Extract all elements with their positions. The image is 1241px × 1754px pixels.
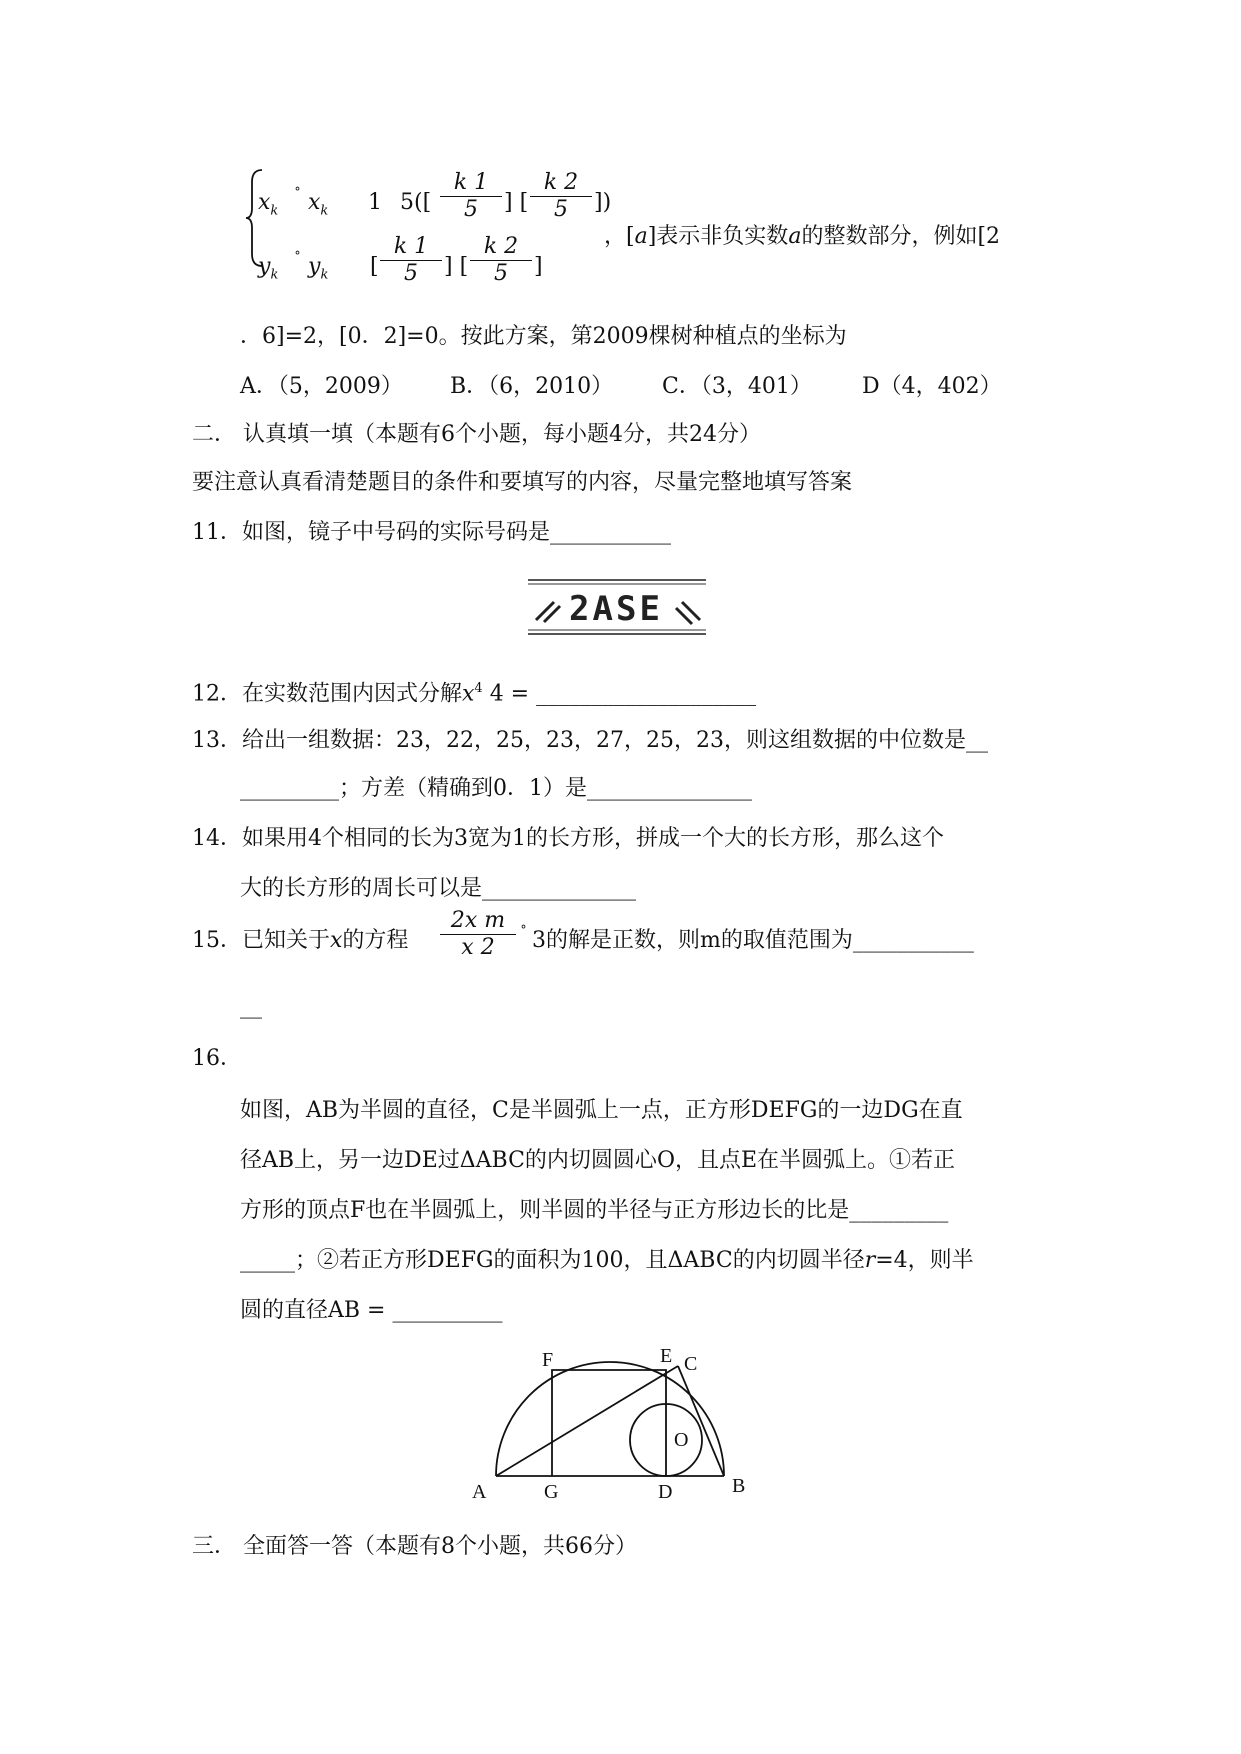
label-C: C — [684, 1353, 698, 1375]
row2-frac1: $\frac{k 1}{5}$ — [380, 234, 442, 287]
geometry-figure — [470, 1340, 770, 1500]
row1-frac1: $\frac{k 1}{5}$ — [440, 170, 502, 223]
q15-fraction: $\frac{\text{2x m}}{x 2}$ — [440, 908, 516, 961]
label-D: D — [658, 1481, 673, 1500]
q16-number: 16． — [192, 1046, 242, 1071]
q12-text: 12．在实数范围内因式分解$x^4$ 4 = ____________________ — [192, 681, 757, 707]
q15-ring-glyph: ˚ — [520, 925, 527, 941]
label-E: E — [660, 1345, 673, 1367]
section2-title: 二． 认真填一填（本题有6个小题，每小题4分，共24分） — [192, 422, 761, 447]
option-a: A．（5，2009） — [240, 374, 403, 399]
q15-suffix: 3的解是正数，则m的取值范围为___________ — [532, 928, 974, 953]
label-F: F — [542, 1349, 554, 1371]
q13-line1: 13．给出一组数据：23，22，25，23，27，25，23，则这组数据的中位数是__ — [192, 728, 988, 753]
label-O: O — [674, 1429, 689, 1451]
q13-line2: _________；方差（精确到0．1）是_______________ — [240, 776, 752, 801]
row1-frac2: $\frac{k 2}{5}$ — [530, 170, 592, 223]
label-A: A — [472, 1481, 487, 1500]
row1-var: $x_k$ — [258, 190, 279, 219]
row1-glyph: 1 — [368, 190, 382, 215]
q14-line2: 大的长方形的周长可以是______________ — [240, 876, 637, 901]
q16-line5: 圆的直径AB = __________ — [240, 1298, 503, 1323]
q16-line3: 方形的顶点F也在半圆弧上，则半圆的半径与正方形边长的比是_________ — [240, 1198, 949, 1223]
option-c: C．（3，401） — [662, 374, 812, 399]
row2-var: $y_k$ — [258, 254, 279, 283]
row2-ring-glyph: ˚ — [294, 251, 301, 267]
row2-end: ] — [534, 254, 543, 279]
row2-sep: ] [ — [444, 254, 469, 279]
mirror-image — [524, 576, 710, 638]
q16-line4: _____；②若正方形DEFG的面积为100，且ΔABC的内切圆半径r=4，则半 — [240, 1248, 974, 1273]
q16-line1: 如图，AB为半圆的直径，C是半圆弧上一点，正方形DEFG的一边DG在直 — [240, 1098, 963, 1123]
q11-text: 11．如图，镜子中号码的实际号码是___________ — [192, 520, 671, 545]
label-G: G — [544, 1481, 559, 1500]
row1-end: ]) — [594, 190, 612, 215]
row1-ring-glyph: ˚ — [294, 187, 301, 203]
row1-coef: 5([ — [400, 190, 432, 215]
row1-sep: ] [ — [504, 190, 529, 215]
q16-line2: 径AB上，另一边DE过ΔABC的内切圆圆心O，且点E在半圆弧上。①若正 — [240, 1148, 956, 1173]
section2-note: 要注意认真看清楚题目的条件和要填写的内容，尽量完整地填写答案 — [192, 470, 853, 495]
option-b: B．（6，2010） — [450, 374, 614, 399]
label-B: B — [732, 1475, 746, 1497]
row2-mid: $y_k$ — [308, 254, 329, 283]
q14-line1: 14．如果用4个相同的长为3宽为1的长方形，拼成一个大的长方形，那么这个 — [192, 826, 944, 851]
line-continuation: ．6]=2，[0．2]=0。按此方案，第2009棵树种植点的坐标为 — [240, 324, 847, 349]
row2-frac2: $\frac{k 2}{5}$ — [470, 234, 532, 287]
option-d: D（4，402） — [862, 374, 1002, 399]
q15-cont: __ — [240, 994, 262, 1019]
row1-mid: $x_k$ — [308, 190, 329, 219]
row2-open: [ — [370, 254, 379, 279]
section3-title: 三． 全面答一答（本题有8个小题，共66分） — [192, 1534, 637, 1559]
q15-prefix: 15．已知关于x的方程 — [192, 928, 409, 953]
system-note: ，[a]表示非负实数a的整数部分，例如[2 — [604, 224, 1001, 249]
mirror-number: 2ASE — [569, 589, 663, 629]
